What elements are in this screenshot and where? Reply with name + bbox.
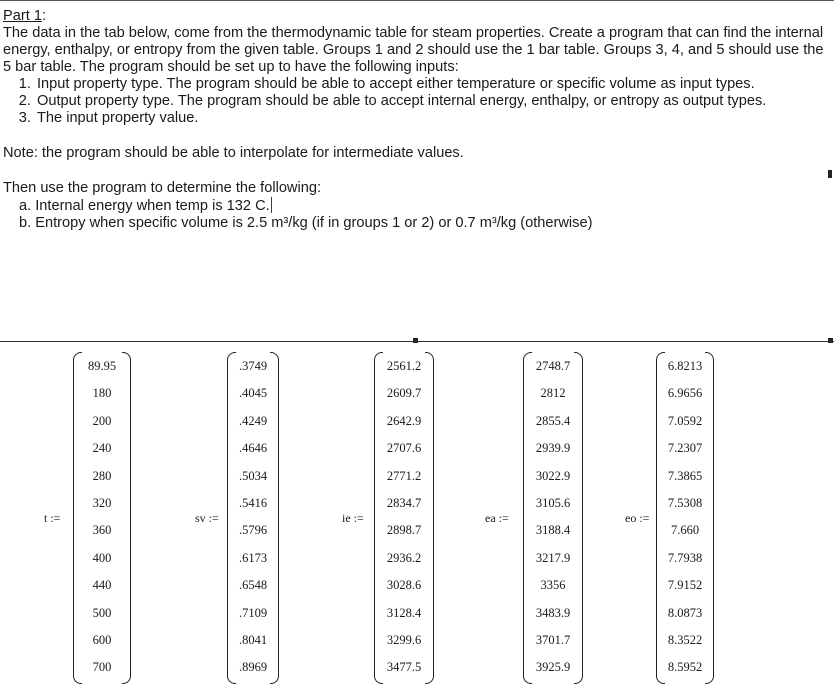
input-item: 3. The input property value.: [35, 110, 829, 127]
note-text: Note: the program should be able to interpolate for intermediate values.: [3, 145, 464, 161]
matrix-cell[interactable]: 2834.7: [386, 496, 422, 510]
matrix-cell[interactable]: 6.8213: [667, 359, 703, 373]
matrix-label-sv: sv :=: [195, 511, 219, 525]
task-b: b. Entropy when specific volume is 2.5 m³/kg (if in groups 1 or 2) or 0.7 m³/kg (otherwise): [19, 215, 593, 231]
matrix-ie[interactable]: [374, 352, 434, 684]
matrix-cell[interactable]: 7.7938: [667, 550, 703, 565]
matrix-t[interactable]: [73, 352, 131, 684]
matrix-cell[interactable]: 2936.2: [386, 550, 422, 565]
matrix-cell[interactable]: 7.9152: [667, 578, 703, 593]
region-marker: [828, 170, 832, 178]
matrix-cell[interactable]: 6.9656: [667, 386, 703, 401]
matrix-cell[interactable]: 2812: [540, 386, 566, 401]
matrix-cell[interactable]: 2855.4: [535, 413, 571, 428]
matrix-cell[interactable]: .5034: [238, 468, 268, 483]
matrix-cell[interactable]: 500: [92, 605, 112, 620]
matrix-label-ea: ea :=: [485, 511, 509, 525]
matrix-cell[interactable]: 3188.4: [535, 523, 571, 538]
matrix-cell[interactable]: 3356: [540, 578, 566, 593]
intro-paragraph: The data in the tab below, come from the thermodynamic table for steam properties. Create a program that can find the internal energy, enthalpy, or entropy from the given table. Groups 1 and 2 should use the 1 bar table. Groups 3, 4, and 5 should use the 5 bar table. The program should be set up to have the following inputs:: [3, 25, 824, 75]
matrix-label-ie: ie :=: [342, 511, 364, 525]
matrix-cell[interactable]: 7.5308: [667, 496, 703, 510]
matrix-cell[interactable]: .4045: [238, 386, 268, 401]
matrix-cell[interactable]: .8041: [238, 633, 268, 647]
matrix-cell[interactable]: 3105.6: [535, 496, 571, 510]
matrix-cell[interactable]: 2939.9: [535, 441, 571, 456]
matrix-eo[interactable]: [656, 352, 714, 684]
matrix-ea[interactable]: [523, 352, 583, 684]
then-text: Then use the program to determine the following:: [3, 180, 321, 196]
matrix-cell[interactable]: 400: [92, 550, 112, 565]
matrix-cell[interactable]: 2771.2: [386, 468, 422, 483]
top-border: [0, 0, 834, 1]
matrix-cell[interactable]: 7.2307: [667, 441, 703, 456]
matrix-cell[interactable]: 3128.4: [386, 605, 422, 620]
matrix-cell[interactable]: 3028.6: [386, 578, 422, 593]
matrix-cell[interactable]: 3925.9: [535, 660, 571, 675]
matrix-cell[interactable]: 2609.7: [386, 386, 422, 401]
matrix-cell[interactable]: .8969: [238, 660, 268, 675]
matrix-cell[interactable]: 3477.5: [386, 660, 422, 675]
matrix-cell[interactable]: 700: [92, 660, 112, 675]
matrix-cell[interactable]: 3217.9: [535, 550, 571, 565]
matrix-cell[interactable]: 440: [92, 578, 112, 593]
region-divider: [0, 341, 834, 342]
task-a[interactable]: [3, 197, 829, 215]
matrix-cell[interactable]: .7109: [238, 605, 268, 620]
matrix-cell[interactable]: .6548: [238, 578, 268, 593]
matrix-cell[interactable]: 8.3522: [667, 633, 703, 647]
matrix-cell[interactable]: .4249: [238, 413, 268, 428]
matrix-cell[interactable]: 320: [92, 496, 112, 510]
matrix-label-t: t :=: [44, 511, 61, 525]
matrix-cell[interactable]: 3483.9: [535, 605, 571, 620]
matrix-cell[interactable]: .3749: [238, 359, 268, 373]
matrix-cell[interactable]: 89.95: [87, 359, 117, 373]
matrix-cell[interactable]: .4646: [238, 441, 268, 456]
matrix-cell[interactable]: 280: [92, 468, 112, 483]
input-item: 1. Input property type. The program should be able to accept either temperature or specific volume as input types.: [35, 76, 829, 93]
matrix-cell[interactable]: 3299.6: [386, 633, 422, 647]
matrix-cell[interactable]: 7.3865: [667, 468, 703, 483]
matrix-cell[interactable]: 2748.7: [535, 359, 571, 373]
matrix-cell[interactable]: 2898.7: [386, 523, 422, 538]
matrix-cell[interactable]: .5416: [238, 496, 268, 510]
text-cursor: [271, 197, 272, 213]
matrix-label-eo: eo :=: [625, 511, 650, 525]
matrix-cell[interactable]: .6173: [238, 550, 268, 565]
matrix-cell[interactable]: 2561.2: [386, 359, 422, 373]
input-list: [3, 76, 829, 127]
matrix-cell[interactable]: 200: [92, 413, 112, 428]
matrix-cell[interactable]: 240: [92, 441, 112, 456]
matrix-sv[interactable]: [227, 352, 279, 684]
task-a-text: a. Internal energy when temp is 132 C.: [19, 198, 270, 214]
matrix-cell[interactable]: 2642.9: [386, 413, 422, 428]
matrix-cell[interactable]: 8.5952: [667, 660, 703, 675]
matrix-cell[interactable]: 3701.7: [535, 633, 571, 647]
matrix-cell[interactable]: 2707.6: [386, 441, 422, 456]
matrix-cell[interactable]: 600: [92, 633, 112, 647]
problem-text-region[interactable]: [3, 8, 829, 232]
part-heading: Part 1:: [3, 8, 46, 24]
input-item: 2. Output property type. The program should be able to accept internal energy, enthalpy, or entropy as output types.: [35, 93, 829, 110]
matrix-cell[interactable]: 7.660: [670, 523, 700, 538]
matrix-cell[interactable]: 7.0592: [667, 413, 703, 428]
matrix-cell[interactable]: 360: [92, 523, 112, 538]
matrix-cell[interactable]: 3022.9: [535, 468, 571, 483]
matrix-cell[interactable]: 180: [92, 386, 112, 401]
matrix-cell[interactable]: .5796: [238, 523, 268, 538]
matrix-cell[interactable]: 8.0873: [667, 605, 703, 620]
